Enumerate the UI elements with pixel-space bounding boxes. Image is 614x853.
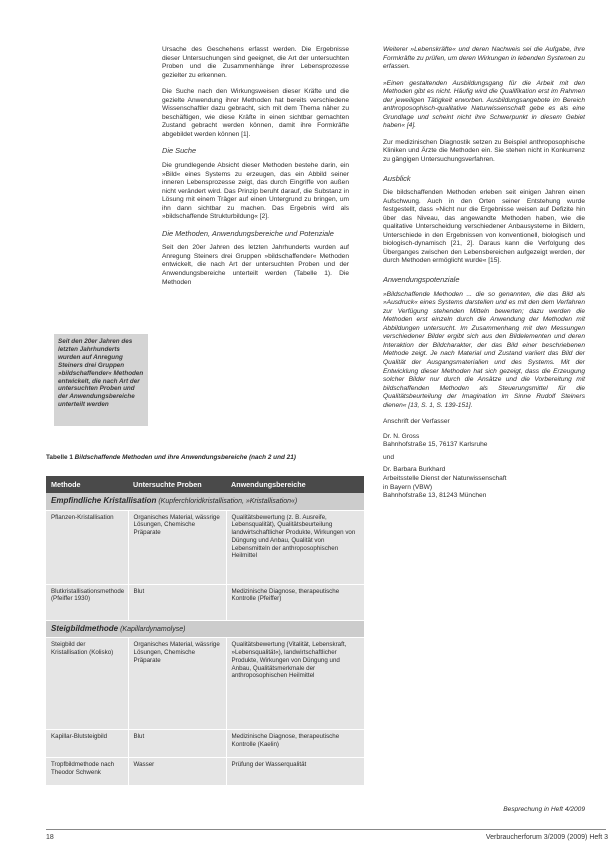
table-cell: Qualitätsbewertung (z. B. Ausreife, Lebensqualität), Qualitätsbeurteilung landwirtschaftlicher Produkte, Wirkungen von Düngung und Anbau, Qualität von Lebensmitteln der anthroposophischen Heilmittel — [226, 510, 364, 584]
address-line: Dr. Barbara Burkhard — [383, 466, 446, 474]
table-section-row — [46, 493, 364, 510]
table-caption-text: Bildschaffende Methoden und ihre Anwendungsbereiche (nach 2 und 21) — [74, 454, 296, 461]
section-cell — [46, 620, 364, 638]
table-cell: Blut — [128, 584, 226, 620]
table-cell: Organisches Material, wässrige Lösungen, Chemische Präparate — [128, 510, 226, 584]
table-cell: Pflanzen-Kristallisation — [46, 510, 128, 584]
paragraph: Die grundlegende Absicht dieser Methoden bestehe darin, ein »Bild« eines Systems zu erzeugen, das ein Abbild seiner inneren Lebensprozesse zeigt, das durch Eingriffe von außen nicht verändert wird. Das Prinzip beruht darauf, die Substanz in Lösung mit einem Träger auf einen Untergrund zu bringen, um ihn dann sichtbar zu machen. Das Ergebnis wird als »bildschaffende Strukturbildung« [2]. — [162, 162, 349, 221]
table-row — [46, 584, 364, 620]
address-line: Dr. N. Gross — [383, 432, 420, 440]
table-row — [46, 758, 364, 786]
table-caption-label: Tabelle 1 — [46, 454, 73, 461]
methods-table — [46, 476, 364, 786]
table-cell: Medizinische Diagnose, therapeutische Kontrolle (Pfeiffer) — [226, 584, 364, 620]
address-heading: Anschrift der Verfasser — [383, 418, 450, 426]
column-header: Anwendungsbereiche — [226, 476, 364, 493]
address-line: Arbeitsstelle Dienst der Naturwissenschaft — [383, 474, 507, 482]
paragraph: Seit den 20er Jahren des letzten Jahrhunderts wurden auf Anregung Steiners drei Gruppen »bildschaffender« Methoden entwickelt, die nach Art der untersuchten Proben und der Anwendungsbereiche unterteilt werden (Tabelle 1). Die Methoden — [162, 244, 349, 286]
table-cell: Prüfung der Wasserqualität — [226, 758, 364, 786]
section-heading: Ausblick — [383, 173, 411, 183]
address-line: Bahnhofstraße 15, 76137 Karlsruhe — [383, 441, 488, 449]
table-caption — [46, 454, 366, 462]
table-cell: Kapillar-Blutsteigbild — [46, 730, 128, 758]
footer-rule — [46, 829, 606, 830]
quote-paragraph: »Bildschaffende Methoden ... die so genannten, die das Bild als »Ausdruck« eines Systems darstellen und es mit den dem Verfahren zur Verfügung stehenden Mitteln bewerten; dazu werden die Methoden erst einzeln durch die Anwendung der Methoden mit Abbildungen untersucht. Im Zusammenhang mit den Messungen verschiedener Bilder ergibt sich aus den Bildelementen und deren Interaktion der Bildcharakter, der das Bild einer beschriebenen Methode zeigt. Je nach Material und Zustand variiert das Bild der Qualität der Ausgangsmaterialien und des Systems. Mit der Entwicklung dieser Methoden hat sich gezeigt, dass die Erzeugung solcher Bilder nur durch die Ansätze und die Vorbereitung mit bildschaffenden Methoden als Steuerungsmittel für die Qualitätsbeurteilung der Imagination im Sinne Rudolf Steiners dienen« [13, S. 1, S. 139-151]. — [383, 290, 585, 409]
section-note: (Kapillardynamolyse) — [120, 625, 186, 633]
table-cell: Qualitätsbewertung (Vitalität, Lebenskraft, »Lebensqualität«), landwirtschaftlicher Produkte, Wirkungen von Düngung und Anbau, Qualitätsmerkmale der anthroposophischen Heilmittel — [226, 638, 364, 730]
quote-paragraph: »Einen gestaltenden Ausbildungsgang für die Arbeit mit den Methoden gibt es nicht. Häufig wird die Qualifikation erst im Rahmen der jeweiligen Tätigkeit erworben. Ausbildungsangebote im Bereich anthroposophisch-qualitative Naturwissenschaft gebe es als eine Grundlage und scheint nicht ihre Schwerpunkt in diesem Gebiet haben« [4]. — [383, 79, 585, 130]
table-cell: Medizinische Diagnose, therapeutische Kontrolle (Kaelin) — [226, 730, 364, 758]
address-line: Bahnhofstraße 13, 81243 München — [383, 492, 487, 500]
paragraph: Die Suche nach den Wirkungsweisen dieser Kräfte und die gezielte Anwendung ihrer Methoden hat bereits verschiedene Wissenschaftler dazu gebracht, sich mit dem Thema näher zu beschäftigen, wie diese Kräfte in einen sichtbar gemachten Zustand gebracht werden können, damit ihre Formkräfte abgebildet werden können [1]. — [162, 88, 349, 138]
table-cell: Organisches Material, wässrige Lösungen, Chemische Präparate — [128, 638, 226, 730]
table-cell: Tropfbildmethode nach Theodor Schwenk — [46, 758, 128, 786]
table-row — [46, 730, 364, 758]
signature-note: Besprechung in Heft 4/2009 — [503, 806, 585, 813]
section-heading: Die Suche — [162, 146, 197, 156]
table-cell: Wasser — [128, 758, 226, 786]
section-title: Steigbildmethode — [51, 623, 119, 633]
table-section-row — [46, 620, 364, 638]
table-row — [46, 510, 364, 584]
table-cell: Steigbild der Kristallisation (Kolisko) — [46, 638, 128, 730]
section-heading: Anwendungspotenziale — [383, 275, 460, 285]
paragraph: Ursache des Geschehens erfasst werden. Die Ergebnisse dieser Untersuchungen sind geeignet, die Art der untersuchten Proben und die Zusammenhänge ihrer Lebensprozesse gezielter zu erkennen. — [162, 46, 349, 79]
pull-quote-box — [54, 334, 148, 426]
paragraph: Die bildschaffenden Methoden erleben seit einigen Jahren einen Aufschwung. Auch in den Orten seiner Entstehung wurde festgestellt, dass »Nicht nur die Ergebnisse weisen auf Defizite hin über das Niveau, das angewandte Methoden haben, wie die qualitative Unterscheidung verschiedener Anbausysteme in Bildern, Unterschiede in den Ergebnissen von konventionell, biologisch und biologisch-dynamisch [21, 2]. Daraus kann die Verfolgung des Überganges zwischen den Lebensbereichen aufgezeigt werden, der durch Methoden ermöglicht wurde« [15]. — [383, 189, 585, 265]
table-cell: Blut — [128, 730, 226, 758]
right-column — [383, 46, 585, 501]
table-row — [46, 638, 364, 730]
section-cell — [46, 493, 364, 510]
section-title: Empfindliche Kristallisation — [51, 496, 157, 505]
left-column — [162, 46, 349, 295]
column-header: Untersuchte Proben — [128, 476, 226, 493]
paragraph: Zur medizinischen Diagnostik setzen zu Beispiel anthroposophische Kliniken und Ärzte die Methoden ein. Sie stehen nicht in Konkurrenz zu gängigen Untersuchungsverfahren. — [383, 138, 585, 164]
address-line: in Bayern (VBW) — [383, 483, 433, 491]
section-heading: Die Methoden, Anwendungsbereiche und Potenziale — [162, 228, 334, 238]
table-cell: Blutkristallisationsmethode (Pfeiffer 1930) — [46, 584, 128, 620]
column-header: Methode — [46, 476, 128, 493]
address-line: und — [383, 453, 395, 461]
section-note: (Kupferchloridkristallisation, »Kristallisation«) — [158, 498, 298, 505]
journal-footer: Verbraucherforum 3/2009 (2009) Heft 3 — [485, 834, 608, 841]
quote-paragraph: Weiterer »Lebenskräfte« und deren Nachweis sei die Aufgabe, ihre Formkräfte zu prüfen, um deren Wirkungen in lebenden Systemen zu erfassen. — [383, 46, 585, 71]
pull-quote-text: Seit den 20er Jahren des letzten Jahrhunderts wurden auf Anregung Steiners drei Gruppen »bildschaffender« Methoden entwickelt, die nach Art der untersuchten Proben und der Anwendungsbereiche unterteilt werden — [58, 338, 144, 409]
page-number: 18 — [46, 834, 54, 841]
table-header-row — [46, 476, 364, 493]
author-address — [383, 418, 585, 500]
